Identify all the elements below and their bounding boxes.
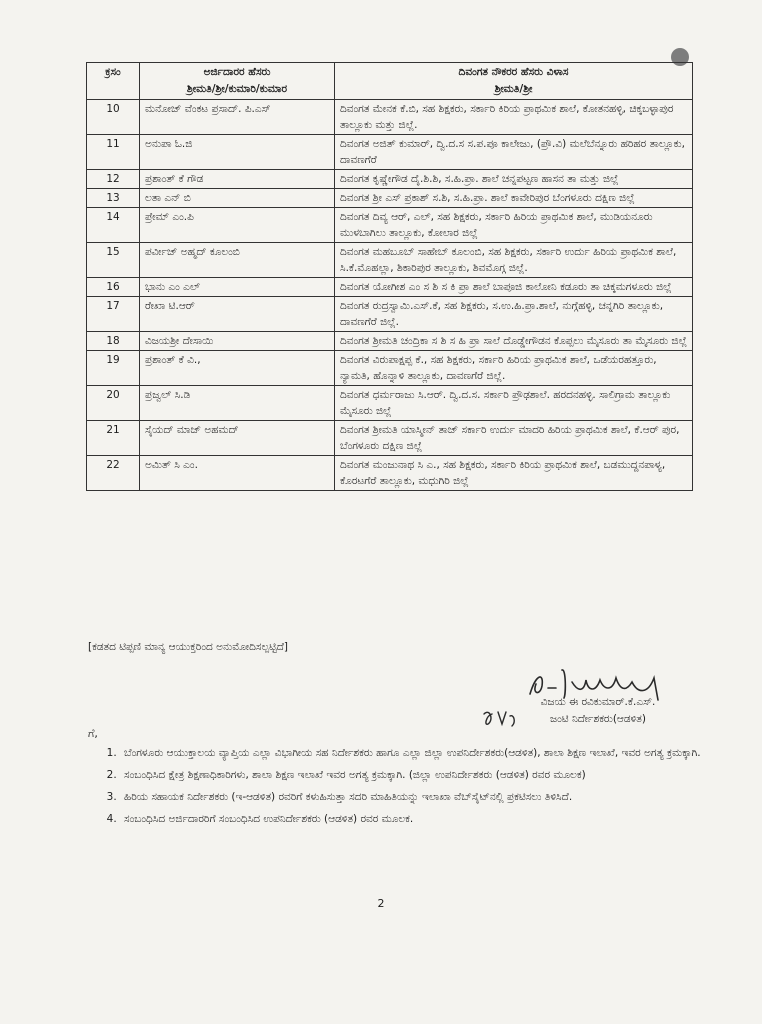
table-row [87, 278, 693, 297]
copy-to-label: ಗೆ, [88, 727, 98, 740]
table-row [87, 135, 693, 170]
list-item: 1. ಬೆಂಗಳೂರು ಆಯುಕ್ತಾಲಯ ವ್ಯಾಪ್ತಿಯ ಎಲ್ಲಾ ವಿಭಾಗೀಯ ಸಹ ನಿರ್ದೇಶಕರು ಹಾಗೂ ಎಲ್ಲಾ ಜಿಲ್ಲಾ ಉಪನಿರ್ದೇಶಕರು(ಆಡಳಿತ), ಶಾಲಾ ಶಿಕ್ಷಣ ಇಲಾಖೆ, ಇವರ ಅಗತ್ಯ ಕ್ರಮಕ್ಕಾಗಿ. [120, 744, 736, 762]
header-serial: ಕ್ರಸಂ [87, 63, 140, 100]
table-row [87, 456, 693, 491]
row-applicant-name: ಅಮಿತ್ ಸಿ ಎಂ. [140, 456, 335, 491]
row-serial: 13 [87, 189, 140, 208]
table-row [87, 351, 693, 386]
row-serial: 21 [87, 421, 140, 456]
table-row [87, 332, 693, 351]
list-item: 3. ಹಿರಿಯ ಸಹಾಯಕ ನಿರ್ದೇಶಕರು (ಇ-ಆಡಳಿತ) ರವರಿಗೆ ಕಳುಹಿಸುತ್ತಾ ಸದರಿ ಮಾಹಿತಿಯನ್ನು ಇಲಾಖಾ ವೆಬ್‌ಸೈಟ್‌ನಲ್ಲಿ ಪ್ರಕಟಿಸಲು ತಿಳಿಸಿದೆ. [120, 788, 736, 806]
approval-note: [ಕಡತದ ಟಿಪ್ಪಣಿ ಮಾನ್ಯ ಆಯುಕ್ತರಿಂದ ಅನುಮೋದಿಸಲ್ಪಟ್ಟಿದೆ] [88, 641, 288, 653]
row-applicant-name: ಪ್ರಶಾಂತ್ ಕೆ ವಿ., [140, 351, 335, 386]
row-deceased-details: ದಿವಂಗತ ಶ್ರೀ ಎಸ್ ಪ್ರಕಾಶ್ ಸ.ಶಿ, ಸ.ಹಿ.ಪ್ರಾ. ಶಾಲೆ ಕಾವೇರಿಪುರ ಬೆಂಗಳೂರು ದಕ್ಷಿಣ ಜಿಲ್ಲೆ [335, 189, 693, 208]
row-deceased-details: ದಿವಂಗತ ರುದ್ರಸ್ವಾಮಿ.ಎಸ್.ಕೆ, ಸಹ ಶಿಕ್ಷಕರು, ಸ.ಉ.ಹಿ.ಪ್ರಾ.ಶಾಲೆ, ನುಗ್ಗೆಹಳ್ಳಿ, ಚನ್ನಗಿರಿ ತಾಲ್ಲೂಕು, ದಾವಣಗೆರೆ ಜಿಲ್ಲೆ. [335, 297, 693, 332]
table-row [87, 170, 693, 189]
row-serial: 19 [87, 351, 140, 386]
row-deceased-details: ದಿವಂಗತ ಮಹಬೂಬ್ ಸಾಹೇಬ್ ಕೂಲಂಬಿ, ಸಹ ಶಿಕ್ಷಕರು, ಸರ್ಕಾರಿ ಉರ್ದು ಹಿರಿಯ ಪ್ರಾಥಮಿಕ ಶಾಲೆ, ಸಿ.ಕೆ.ಮೊಹಲ್ಲಾ, ಶಿಕಾರಿಪುರ ತಾಲ್ಲೂಕು, ಶಿವಮೊಗ್ಗ ಜಿಲ್ಲೆ. [335, 243, 693, 278]
row-serial: 20 [87, 386, 140, 421]
table-row [87, 386, 693, 421]
row-serial: 22 [87, 456, 140, 491]
row-applicant-name: ಪ್ರೇಮ್ ಎಂ.ಪಿ [140, 208, 335, 243]
page-number: 2 [377, 897, 385, 910]
row-deceased-details: ದಿವಂಗತ ಮೇನಕ ಕೆ.ಬಿ, ಸಹ ಶಿಕ್ಷಕರು, ಸರ್ಕಾರಿ ಕಿರಿಯ ಪ್ರಾಥಮಿಕ ಶಾಲೆ, ಕೋತನಹಳ್ಳಿ, ಚಿಕ್ಕಬಳ್ಳಾಪುರ ತಾಲ್ಲೂಕು ಮತ್ತು ಜಿಲ್ಲೆ. [335, 100, 693, 135]
header-deceased-line1: ದಿವಂಗತ ನೌಕರರ ಹೆಸರು ವಿಳಾಸ [458, 66, 569, 78]
table-row [87, 421, 693, 456]
row-deceased-details: ದಿವಂಗತ ಶ್ರೀಮತಿ ಯಾಸ್ಮೀನ್ ತಾಜ್ ಸರ್ಕಾರಿ ಉರ್ದು ಮಾದರಿ ಹಿರಿಯ ಪ್ರಾಥಮಿಕ ಶಾಲೆ, ಕೆ.ಆರ್ ಪುರ, ಬೆಂಗಳೂರು ದಕ್ಷಿಣ ಜಿಲ್ಲೆ [335, 421, 693, 456]
row-serial: 12 [87, 170, 140, 189]
applicant-table [86, 62, 693, 491]
row-applicant-name: ಪ್ರಜ್ವಲ್ ಸಿ.ಡಿ [140, 386, 335, 421]
row-deceased-details: ದಿವಂಗತ ಕೃಷ್ಣೇಗೌಡ ದೈ.ಶಿ.ಶಿ, ಸ.ಹಿ.ಪ್ರಾ. ಶಾಲೆ ಚನ್ನಪಟ್ಟಣ ಹಾಸನ ತಾ ಮತ್ತು ಜಿಲ್ಲೆ [335, 170, 693, 189]
row-deceased-details: ದಿವಂಗತ ಮಂಜುನಾಥ ಸಿ ಎ., ಸಹ ಶಿಕ್ಷಕರು, ಸರ್ಕಾರಿ ಕಿರಿಯ ಪ್ರಾಥಮಿಕ ಶಾಲೆ, ಬಡಮುದ್ದನಪಾಳ್ಯ, ಕೊರಟಗೆರೆ ತಾಲ್ಲೂಕು, ಮಧುಗಿರಿ ಜಿಲ್ಲೆ [335, 456, 693, 491]
table-row [87, 100, 693, 135]
header-deceased-line2: ಶ್ರೀಮತಿ/ಶ್ರೀ [494, 83, 533, 95]
table-row [87, 208, 693, 243]
row-applicant-name: ಮನೋಜ್ ವೆಂಕಟ ಪ್ರಸಾದ್. ಪಿ.ಎಸ್ [140, 100, 335, 135]
signatory-name: ವಿಜಯ ಈ ರವಿಕುಮಾರ್.ಕೆ.ಎಸ್. [540, 696, 656, 708]
row-applicant-name: ವಿಜಯಶ್ರೀ ದೇಸಾಯಿ [140, 332, 335, 351]
row-serial: 10 [87, 100, 140, 135]
row-applicant-name: ಅನುಪಾ ಓ.ಜಿ [140, 135, 335, 170]
row-serial: 16 [87, 278, 140, 297]
row-deceased-details: ದಿವಂಗತ ಯೋಗೀಶ ಎಂ ಸ ಶಿ ಸ ಕಿ ಪ್ರಾ ಶಾಲೆ ಬಾಪೂಜಿ ಕಾಲೋನಿ ಕಡೂರು ತಾ ಚಿಕ್ಕಮಗಳೂರು ಜಿಲ್ಲೆ [335, 278, 693, 297]
header-applicant-line1: ಅರ್ಜಿದಾರರ ಹೆಸರು [203, 66, 271, 78]
list-item: 4. ಸಂಬಂಧಿಸಿದ ಅರ್ಜಿದಾರರಿಗೆ ಸಂಬಂಧಿಸಿದ ಉಪನಿರ್ದೇಶಕರು (ಆಡಳಿತ) ರವರ ಮೂಲಕ. [120, 810, 736, 828]
initials-mark [480, 706, 520, 730]
list-item: 2. ಸಂಬಂಧಿಸಿದ ಕ್ಷೇತ್ರ ಶಿಕ್ಷಣಾಧಿಕಾರಿಗಳು, ಶಾಲಾ ಶಿಕ್ಷಣ ಇಲಾಖೆ ಇವರ ಅಗತ್ಯ ಕ್ರಮಕ್ಕಾಗಿ. (ಜಿಲ್ಲಾ ಉಪನಿರ್ದೇಶಕರು (ಆಡಳಿತ) ರವರ ಮೂಲಕ) [120, 766, 736, 784]
row-applicant-name: ಭಾನು ಎಂ ಎಲ್ [140, 278, 335, 297]
row-serial: 18 [87, 332, 140, 351]
row-applicant-name: ಲತಾ ಎನ್ ಬಿ [140, 189, 335, 208]
row-serial: 17 [87, 297, 140, 332]
header-deceased [335, 63, 693, 100]
table-row [87, 189, 693, 208]
row-applicant-name: ಸೈಯದ್ ಮಾಜ್ ಅಹಮದ್ [140, 421, 335, 456]
table-row [87, 243, 693, 278]
table-row [87, 297, 693, 332]
row-applicant-name: ಪ್ರಶಾಂತ್ ಕೆ ಗೌಡ [140, 170, 335, 189]
row-deceased-details: ದಿವಂಗತ ಧರ್ಮರಾಜು ಸಿ.ಆರ್. ದ್ವಿ.ದ.ಸ. ಸರ್ಕಾರಿ ಪ್ರೌಢಶಾಲೆ. ಹರದನಹಳ್ಳಿ. ಸಾಲಿಗ್ರಾಮ ತಾಲ್ಲೂಕು ಮೈಸೂರು ಜಿಲ್ಲೆ [335, 386, 693, 421]
header-applicant [140, 63, 335, 100]
row-applicant-name: ರೇಖಾ ಟಿ.ಆರ್ [140, 297, 335, 332]
row-serial: 11 [87, 135, 140, 170]
row-deceased-details: ದಿವಂಗತ ಅಜಿತ್ ಕುಮಾರ್, ದ್ವಿ.ದ.ಸ ಸ.ಪ.ಪೂ ಕಾಲೇಜು, (ಪ್ರೌ.ವಿ) ಮಲೆಬೆನ್ನೂರು ಹರಿಹರ ತಾಲ್ಲೂಕು, ದಾವಣಗೆರೆ [335, 135, 693, 170]
row-applicant-name: ಪರ್ವೀಜ್ ಅಹ್ಮದ್ ಕೂಲಂಬಿ [140, 243, 335, 278]
row-deceased-details: ದಿವಂಗತ ವಿರುಪಾಕ್ಷಪ್ಪ ಕೆ., ಸಹ ಶಿಕ್ಷಕರು, ಸರ್ಕಾರಿ ಹಿರಿಯ ಪ್ರಾಥಮಿಕ ಶಾಲೆ, ಒಡೆಯರಹತ್ತೂರು, ನ್ಯಾಮತಿ, ಹೊನ್ನಾಳಿ ತಾಲ್ಲೂಕು, ದಾವಣಗೆರೆ ಜಿಲ್ಲೆ. [335, 351, 693, 386]
row-deceased-details: ದಿವಂಗತ ಶ್ರೀಮತಿ ಚಂದ್ರಿಕಾ ಸ ಶಿ ಸ ಹಿ ಪ್ರಾ ಸಾಲೆ ದೊಡ್ಡೇಗೌಡನ ಕೊಪ್ಪಲು ಮೈಸೂರು ತಾ ಮೈಸೂರು ಜಿಲ್ಲೆ [335, 332, 693, 351]
distribution-list [84, 744, 736, 832]
signatory-designation: ಜಂಟಿ ನಿರ್ದೇಶಕರು(ಆಡಳಿತ) [550, 713, 646, 725]
table-header-row [87, 63, 693, 100]
row-deceased-details: ದಿವಂಗತ ದಿವ್ಯ ಆರ್, ಎಲ್, ಸಹ ಶಿಕ್ಷಕರು, ಸರ್ಕಾರಿ ಹಿರಿಯ ಪ್ರಾಥಮಿಕ ಶಾಲೆ, ಮುಡಿಯನೂರು ಮುಳಬಾಗಿಲು ತಾಲ್ಲೂಕು, ಕೋಲಾರ ಜಿಲ್ಲೆ [335, 208, 693, 243]
row-serial: 15 [87, 243, 140, 278]
row-serial: 14 [87, 208, 140, 243]
header-applicant-line2: ಶ್ರೀಮತಿ/ಶ್ರೀ/ಕುಮಾರಿ/ಕುಮಾರ [186, 83, 288, 95]
